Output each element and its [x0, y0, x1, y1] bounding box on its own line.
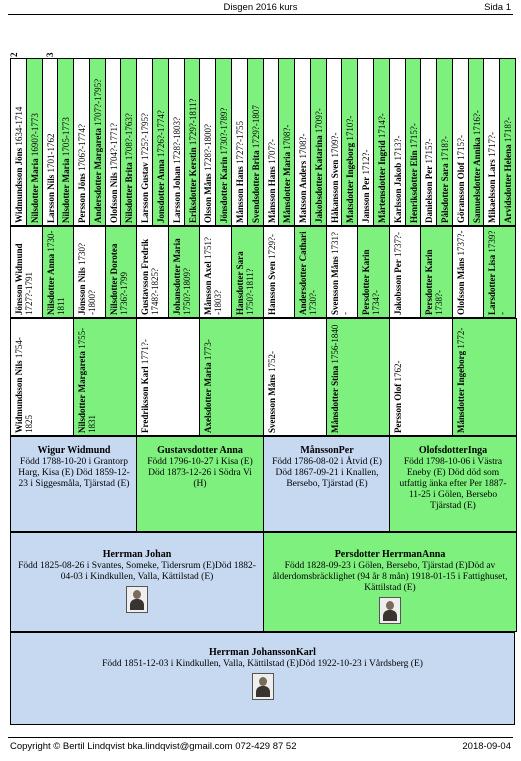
person-label: [172, 229, 192, 315]
person-dates: 1750?-1811?: [245, 268, 255, 315]
person-name: Hansson Sven: [267, 261, 277, 315]
person-dates: 1715?-: [409, 123, 419, 151]
person-name: Svensson Måns: [267, 374, 277, 433]
person-dates: 1727?-1791: [24, 272, 34, 315]
person-name: Nilsdotter Maria: [61, 158, 71, 223]
person-name: Persdotter Karin: [361, 249, 371, 315]
person-label: [424, 229, 444, 315]
person-label: [251, 61, 261, 223]
person-name: Herrman Johan: [102, 549, 172, 560]
person-label: [46, 229, 66, 315]
person-name: Samuelsdotter Annika: [472, 137, 482, 223]
person-label: [140, 321, 150, 433]
person-dates: 1712?-: [361, 149, 371, 177]
person-details: Född 1786-08-02 i Åtvid (E) Död 1867-09-21 i Knallen, Bersebo, Tjärstad (E): [272, 457, 382, 489]
gen2-box: [263, 436, 391, 532]
person-name: Jönsson Widmund: [14, 243, 24, 315]
person-dates: 1730?-1789?: [219, 107, 229, 157]
gen5-cell: [120, 58, 137, 226]
person-label: [203, 229, 223, 315]
person-label: [330, 229, 350, 315]
person-dates: 1730-1811: [46, 230, 66, 315]
person-label: [77, 321, 97, 433]
gen5-cell: [294, 58, 311, 226]
gen4-cell: [105, 226, 138, 318]
page-header: [8, 2, 513, 15]
person-name: Månsson Hans: [267, 166, 277, 223]
gen5-cell: [215, 58, 232, 226]
gen5-cell: [152, 58, 169, 226]
gen3-cell: [263, 318, 328, 436]
gen5-cell: [57, 58, 74, 226]
person-name: Månsdotter Maria: [282, 151, 292, 223]
person-name: Andersdotter Margareta: [93, 128, 103, 223]
person-label: [424, 61, 434, 223]
person-dates: 1730?-: [308, 290, 318, 315]
person-name: Jakobsson Per: [393, 259, 403, 315]
person-name: Widmundsson Jöns: [14, 147, 24, 223]
person-label: [140, 61, 150, 223]
person-dates: 1713?-: [393, 135, 403, 163]
person-label: [409, 61, 419, 223]
person-label: [393, 61, 403, 223]
person-name: Andersdotter Cathari: [298, 231, 308, 315]
person-name: Larsdotter Lisa: [487, 254, 497, 315]
gen4-cell: [357, 226, 390, 318]
person-name: Persson Olof: [393, 383, 403, 433]
person-name: Mårtensdotter Ingrid: [377, 140, 387, 223]
person-label: [14, 229, 34, 315]
root-person-box: [10, 632, 515, 725]
gen3-cell: [73, 318, 138, 436]
person-label: [487, 61, 497, 223]
person-dates: 1738?-: [434, 290, 444, 315]
person-dates: 1708?-: [298, 133, 308, 161]
person-name: Gustavsson Fredrik: [140, 238, 150, 315]
gen5-cell: [499, 58, 516, 226]
person-label: [377, 61, 387, 223]
person-name: Eriksdotter Kerstin: [188, 147, 198, 223]
person-label: [267, 229, 277, 315]
person-name: Nilsdotter Maria: [30, 158, 40, 223]
gen3-cell: [389, 318, 454, 436]
person-label: [298, 61, 308, 223]
person-label: [219, 61, 229, 223]
person-name: Månsdotter Stina: [330, 365, 340, 433]
person-dates: 1710?-: [345, 115, 355, 143]
gen5-cell: [10, 58, 27, 226]
person-label: [456, 321, 466, 433]
person-dates: 1718?-: [440, 136, 450, 164]
person-label: [188, 61, 198, 223]
person-details: Född 1828-09-23 i Gölen, Bersebo, Tjärstad (E)Död av ålderdomsbräcklighet (94 år 8 mån) 1918-01-15 i Fattighuset, Kättilstad (E): [272, 561, 508, 593]
gen4-cell: [199, 226, 232, 318]
person-name: Wigur Widmund: [37, 445, 111, 456]
person-dates: 1701-1762: [46, 133, 56, 175]
person-dates: 1706?-1774?: [77, 123, 87, 174]
person-name: Persdotter HerrmanAnna: [334, 549, 446, 560]
gen2-box: [10, 436, 138, 532]
person-dates: 1731?-: [330, 231, 350, 315]
person-name: Karlsson Jakob: [393, 162, 403, 223]
person-label: [46, 61, 56, 223]
header-title: Disgen 2016 kurs: [223, 2, 298, 13]
person-name: OlofsdotterInga: [418, 445, 488, 456]
person-label: [77, 229, 97, 315]
person-label: [172, 61, 182, 223]
person-label: [503, 61, 513, 223]
gen4-cell: [452, 226, 485, 318]
person-dates: 1728?-1800?: [203, 123, 213, 174]
person-dates: 1752-: [267, 350, 277, 375]
person-dates: 1728?-1803?: [172, 116, 182, 167]
gen5-cell: [89, 58, 106, 226]
person-label: [345, 61, 355, 223]
person-name: Larsson Gustav: [140, 162, 150, 223]
person-label: [124, 61, 134, 223]
person-name: Jönsson Nils: [77, 267, 87, 315]
gen4-cell: [136, 226, 169, 318]
person-name: Olofsson Nils: [109, 172, 119, 223]
portrait-photo[interactable]: [252, 673, 274, 700]
person-dates: 1771?-: [140, 339, 150, 367]
person-label: [361, 229, 381, 315]
gen5-cell: [247, 58, 264, 226]
person-name: Mikaelsson Lars: [487, 159, 497, 223]
person-name: Månsson Hans: [235, 166, 245, 223]
person-name: Olsson Måns: [203, 173, 213, 223]
gen3-cell: [136, 318, 201, 436]
person-details: Född 1796-10-27 i Kisa (E) Död 1873-12-26 i Södra Vi (H): [147, 457, 253, 489]
gen3-cell: [10, 318, 75, 436]
gen5-cell: [199, 58, 216, 226]
person-dates: 1704?-1771?: [109, 122, 119, 173]
footer-copyright: Copyright © Bertil Lindqvist bka.lindqvist@gmail.com 072-429 87 52: [10, 741, 297, 752]
person-label: [267, 321, 277, 433]
gen4-cell: [73, 226, 106, 318]
pedigree-chart: [10, 58, 515, 725]
person-name: Matsson Anders: [298, 160, 308, 223]
gen4-cell: [231, 226, 264, 318]
gen5-cell: [26, 58, 43, 226]
gen4-cell: [420, 226, 453, 318]
person-label: [14, 61, 24, 223]
person-dates: 1729?-1811?: [188, 98, 198, 148]
person-label: [472, 61, 482, 223]
person-dates: 1739?-: [487, 230, 507, 315]
person-name: Axelsdotter Maria: [203, 362, 213, 433]
person-dates: 1708?-: [282, 124, 292, 152]
person-label: [61, 61, 71, 223]
person-name: Månsdotter Ingeborg: [456, 350, 466, 433]
person-label: [109, 229, 129, 315]
gen5-cell: [483, 58, 500, 226]
gen1-box: [10, 532, 264, 632]
person-dates: 1729?-: [267, 233, 277, 262]
gen5-cell: [357, 58, 374, 226]
gen3-cell: [199, 318, 264, 436]
person-dates: 1717?-: [487, 131, 497, 160]
person-name: Jönsdotter Karin: [219, 156, 229, 223]
gen5-cell: [452, 58, 469, 226]
footer-date: 2018-09-04: [462, 741, 511, 752]
gen4-cell: [42, 226, 75, 318]
person-label: [203, 61, 213, 223]
gen4-cell: [294, 226, 327, 318]
person-label: [140, 229, 160, 315]
gen4-cell: [263, 226, 296, 318]
person-label: [330, 321, 340, 433]
person-name: Persson Jöns: [77, 173, 87, 223]
person-dates: 1705-1773: [61, 117, 71, 159]
person-label: [109, 61, 119, 223]
person-name: Herrman JohanssonKarl: [209, 647, 316, 658]
person-dates: 1715?-: [456, 134, 466, 163]
person-name: Hansdotter Sara: [235, 251, 245, 315]
person-dates: 1707?-1795?: [93, 78, 103, 129]
person-dates: 1634-1714: [14, 106, 24, 148]
gen5-cell: [341, 58, 358, 226]
person-label: [267, 61, 277, 223]
person-dates: 1730?-1800?: [77, 242, 97, 315]
person-name: Arvidsdotter Helena: [503, 144, 513, 223]
person-name: MånssonPer: [300, 445, 354, 456]
person-dates: 1726?-1774?: [156, 110, 166, 160]
gen4-cell: [10, 226, 43, 318]
person-label: [361, 61, 371, 223]
index-label: 2: [9, 52, 19, 57]
person-name: Jonsdotter Anna: [156, 159, 166, 223]
person-dates: 1750?-1809?: [182, 268, 192, 315]
person-dates: 1725?-1795?: [140, 112, 150, 163]
gen4-cell: [389, 226, 422, 318]
person-dates: 1715?-: [424, 138, 434, 166]
person-name: Gustavsdotter Anna: [157, 445, 243, 456]
person-dates: 1708?-1763?: [124, 113, 134, 163]
person-dates: 1734?-: [371, 290, 381, 315]
person-label: [393, 321, 403, 433]
person-label: [30, 61, 40, 223]
person-label: [330, 61, 340, 223]
gen5-cell: [136, 58, 153, 226]
person-name: Persdotter Karin: [424, 249, 434, 315]
gen2-box: [136, 436, 264, 532]
gen1-box: [263, 532, 517, 632]
gen4-cell: [168, 226, 201, 318]
person-label: [282, 61, 292, 223]
gen5-cell: [168, 58, 185, 226]
person-dates: 1756-1840: [330, 324, 340, 366]
person-name: Nilsdotter Brita: [124, 162, 134, 223]
person-label: [77, 61, 87, 223]
person-dates: 1707?-: [267, 138, 277, 167]
person-name: Henriksdotter Elin: [409, 150, 419, 223]
person-name: Fredriksson Karl: [140, 366, 150, 433]
gen5-cell: [389, 58, 406, 226]
person-details: Född 1825-08-26 i Svantes, Someke, Tidersrum (E)Död 1882-04-03 i Kindkullen, Valla, Kättilstad (E): [18, 561, 256, 582]
person-dates: 1773-: [203, 339, 213, 363]
person-dates: 1690?-1773: [30, 113, 40, 159]
person-details: Född 1788-10-20 i Grantorp Harg, Kisa (E) Död 1859-12-23 i Siggesmåla, Tjärstad (E): [18, 457, 130, 489]
person-label: [156, 61, 166, 223]
gen3-cell: [326, 318, 391, 436]
person-label: [93, 61, 103, 223]
person-dates: 1737?-: [456, 230, 466, 258]
person-name: Johansdotter Maria: [172, 238, 182, 315]
person-dates: 1748?-1825?: [150, 268, 160, 315]
gen3-cell: [452, 318, 517, 436]
person-label: [393, 229, 403, 315]
gen4-cell: [326, 226, 359, 318]
portrait-photo[interactable]: [379, 597, 401, 624]
person-label: [440, 61, 450, 223]
index-label: 3: [45, 52, 55, 57]
person-name: Håkansson Sven: [330, 159, 340, 223]
person-dates: 1736?-1799: [119, 272, 129, 315]
person-name: Olofsson Måns: [456, 257, 466, 315]
person-name: Pålsdotter Sara: [440, 163, 450, 223]
gen5-cell: [436, 58, 453, 226]
person-dates: 1755-1831: [77, 327, 97, 433]
person-dates: 1737?-: [393, 231, 403, 260]
gen5-cell: [278, 58, 295, 226]
gen5-cell: [420, 58, 437, 226]
person-dates: 1751?-1803?: [203, 236, 223, 315]
person-label: [298, 229, 318, 315]
person-name: Göransson Olof: [456, 162, 466, 223]
person-name: Nilsdotter Margareta: [77, 351, 87, 433]
page-footer: [8, 737, 513, 753]
person-label: [456, 61, 466, 223]
person-label: [456, 229, 466, 315]
gen4-cell: [483, 226, 516, 318]
person-dates: 1709?-: [330, 132, 340, 160]
person-label: [235, 229, 255, 315]
person-dates: 1727?-1755: [235, 120, 245, 167]
person-dates: 1718?-: [503, 117, 513, 145]
person-label: [14, 321, 34, 433]
person-label: [314, 61, 324, 223]
person-name: Jansson Per: [361, 176, 371, 223]
person-name: Larsson Nils: [46, 174, 56, 223]
person-dates: 1754-1825: [14, 337, 34, 433]
person-dates: 1772-: [456, 327, 466, 351]
person-dates: 1729?-1807: [251, 105, 261, 151]
person-name: Jakobsdotter Katarina: [314, 135, 324, 223]
person-dates: 1716?-: [472, 110, 482, 138]
person-name: Nilsdotter Dorotea: [109, 243, 119, 315]
person-label: [203, 321, 213, 433]
person-label: [235, 61, 245, 223]
gen5-cell: [310, 58, 327, 226]
person-name: Danielsson Per: [424, 165, 434, 223]
gen5-cell: [73, 58, 90, 226]
person-label: [487, 229, 507, 315]
person-name: Widmundsson Nils: [14, 360, 24, 433]
person-dates: 1709?-: [314, 108, 324, 136]
person-name: Månsson Axel: [203, 261, 213, 315]
person-details: Född 1798-10-06 i Västra Eneby (E) Död död som utfattig änka efter Per 1887-11-25 i Gölen, Bersebo Tjärstad (E): [399, 457, 507, 511]
person-name: Svensson Måns: [330, 256, 340, 315]
person-dates: 1714?-: [377, 113, 387, 141]
person-dates: 1762-: [393, 360, 403, 384]
gen2-box: [389, 436, 517, 532]
person-name: Nilsdotter Anna: [46, 253, 56, 315]
person-name: Larsson Johan: [172, 166, 182, 223]
person-name: Svendsdotter Brita: [251, 150, 261, 223]
gen5-cell: [373, 58, 390, 226]
person-name: Matsdotter Ingeborg: [345, 142, 355, 223]
gen5-cell: [231, 58, 248, 226]
portrait-photo[interactable]: [126, 586, 148, 613]
page-number: Sida 1: [484, 2, 511, 13]
person-details: Född 1851-12-03 i Kindkullen, Valla, Kättilstad (E)Död 1922-10-23 i Vårdsberg (E): [102, 659, 423, 669]
